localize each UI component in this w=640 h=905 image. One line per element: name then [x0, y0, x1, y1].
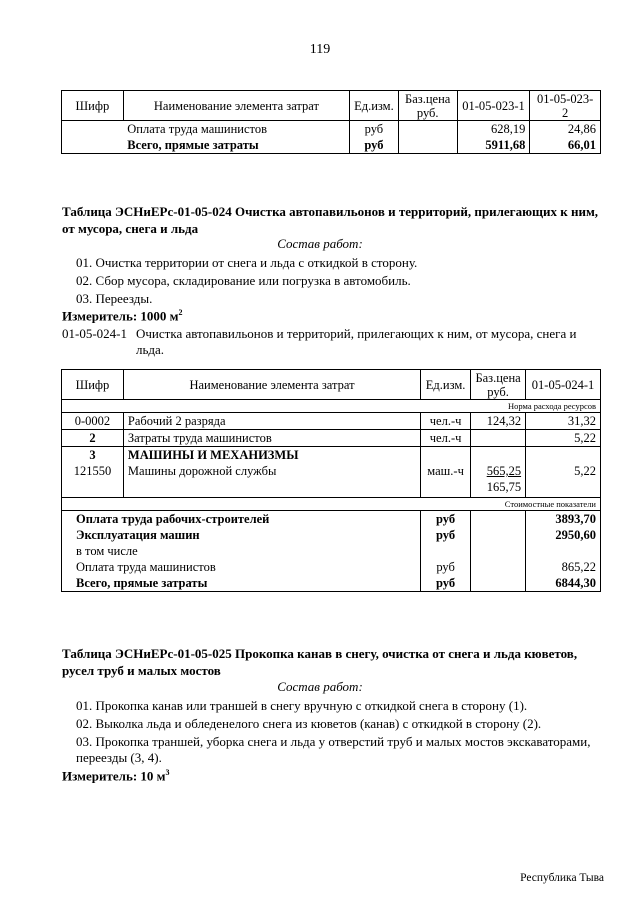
- header-col-023-2: 01-05-023-2: [530, 91, 601, 121]
- row-name: Машины дорожной службы: [123, 463, 420, 497]
- row-value-1: 5911,68: [457, 137, 530, 154]
- work-item: 03. Переезды.: [76, 291, 153, 306]
- row-name: Затраты труда машинистов: [123, 430, 420, 447]
- row-name: Оплата труда машинистов: [127, 122, 267, 136]
- total-unit: руб: [421, 510, 471, 527]
- table-row: [62, 463, 601, 497]
- row-value: 5,22: [526, 430, 601, 447]
- total-name: Эксплуатация машин: [62, 527, 421, 543]
- total-value: 2950,60: [526, 527, 601, 543]
- row-value-2: 24,86: [530, 121, 601, 138]
- meter-025: Измеритель: 10 $м^3$: [62, 768, 170, 784]
- header-name: Наименование элемента затрат: [123, 370, 420, 400]
- row-unit: руб: [350, 137, 399, 154]
- row-price: 124,32: [471, 413, 526, 430]
- header-base-price: Баз.цена руб.: [398, 91, 457, 121]
- header-unit: Ед.изм.: [421, 370, 471, 400]
- table-title-025: Таблица ЭСНиЕРс-01-05-025 Прокопка канав в снегу, очистка от снега и льда кюветов, русел труб и малых мостов: [62, 646, 578, 678]
- row-unit: чел.-ч: [421, 430, 471, 447]
- table-row: [62, 413, 601, 430]
- region-footer: Республика Тыва: [520, 872, 604, 884]
- row-price: [471, 430, 526, 447]
- code-line-024: [62, 326, 602, 358]
- cost-table-023: [61, 90, 601, 154]
- row-value: 5,22: [526, 463, 601, 497]
- work-item: 01. Очистка территории от снега и льда с откидкой в сторону.: [76, 255, 418, 270]
- total-row: [62, 575, 601, 592]
- table-row: [62, 121, 601, 138]
- works-title-025: Состав работ:: [277, 679, 363, 694]
- total-unit: руб: [421, 575, 471, 592]
- resource-description: Очистка автопавильонов и территорий, прилегающих к ним, от мусора, снега и льда.: [136, 326, 577, 357]
- work-item: 02. Выколка льда и обледенелого снега из кюветов (канав) с откидкой в сторону (2).: [76, 716, 542, 731]
- cost-label: Стоимостные показатели: [62, 497, 601, 510]
- total-value: 3893,70: [526, 510, 601, 527]
- total-name: в том числе: [62, 543, 421, 559]
- row-code: 0-0002: [62, 413, 124, 430]
- header-code: Шифр: [62, 91, 124, 121]
- total-unit: руб: [421, 559, 471, 575]
- row-name: Рабочий 2 разряда: [123, 413, 420, 430]
- table-row: [62, 137, 601, 154]
- total-name: Оплата труда машинистов: [62, 559, 421, 575]
- meter-024: Измеритель: 1000 $м^2$: [62, 308, 183, 324]
- work-item: 01. Прокопка канав или траншей в снегу вручную с откидкой снега в сторону (1).: [76, 698, 528, 713]
- total-value: 6844,30: [526, 575, 601, 592]
- norm-label: Норма расхода ресурсов: [62, 400, 601, 413]
- row-code: 121550: [62, 463, 124, 497]
- header-code: Шифр: [62, 370, 124, 400]
- table-row: [62, 430, 601, 447]
- header-unit: Ед.изм.: [350, 91, 399, 121]
- header-col-023-1: 01-05-023-1: [457, 91, 530, 121]
- row-unit: чел.-ч: [421, 413, 471, 430]
- row-value-2: 66,01: [530, 137, 601, 154]
- header-name: Наименование элемента затрат: [123, 91, 349, 121]
- works-title-024: Состав работ:: [277, 236, 363, 251]
- total-name: Оплата труда рабочих-строителей: [62, 510, 421, 527]
- total-row: [62, 510, 601, 527]
- work-item: 03. Прокопка траншей, уборка снега и льда у отверстий труб и малых мостов экскаваторами, переезды (3, 4).: [76, 734, 591, 765]
- total-value: 865,22: [526, 559, 601, 575]
- total-name: Всего, прямые затраты: [62, 575, 421, 592]
- cost-table-024: [61, 369, 601, 592]
- row-code: 3: [62, 447, 124, 464]
- page-number: 119: [309, 42, 331, 57]
- work-item: 02. Сбор мусора, складирование или погрузка в автомобиль.: [76, 273, 411, 288]
- total-row: [62, 543, 601, 559]
- table-title-024: Таблица ЭСНиЕРс-01-05-024 Очистка автопавильонов и территорий, прилегающих к ним, от мусора, снега и льда: [62, 204, 599, 236]
- row-code: 2: [62, 430, 124, 447]
- total-unit: руб: [421, 527, 471, 543]
- row-value-1: 628,19: [457, 121, 530, 138]
- row-name: Всего, прямые затраты: [123, 137, 349, 154]
- total-row: [62, 559, 601, 575]
- row-unit: маш.-ч: [421, 463, 471, 497]
- total-row: [62, 527, 601, 543]
- header-base-price: Баз.цена руб.: [471, 370, 526, 400]
- table-row: [62, 447, 601, 464]
- header-col-024-1: 01-05-024-1: [526, 370, 601, 400]
- row-name: МАШИНЫ И МЕХАНИЗМЫ: [123, 447, 420, 464]
- row-price: 565,25 165,75: [471, 463, 526, 497]
- resource-code: 01-05-024-1: [62, 326, 127, 341]
- row-unit: руб: [350, 121, 399, 138]
- row-value: 31,32: [526, 413, 601, 430]
